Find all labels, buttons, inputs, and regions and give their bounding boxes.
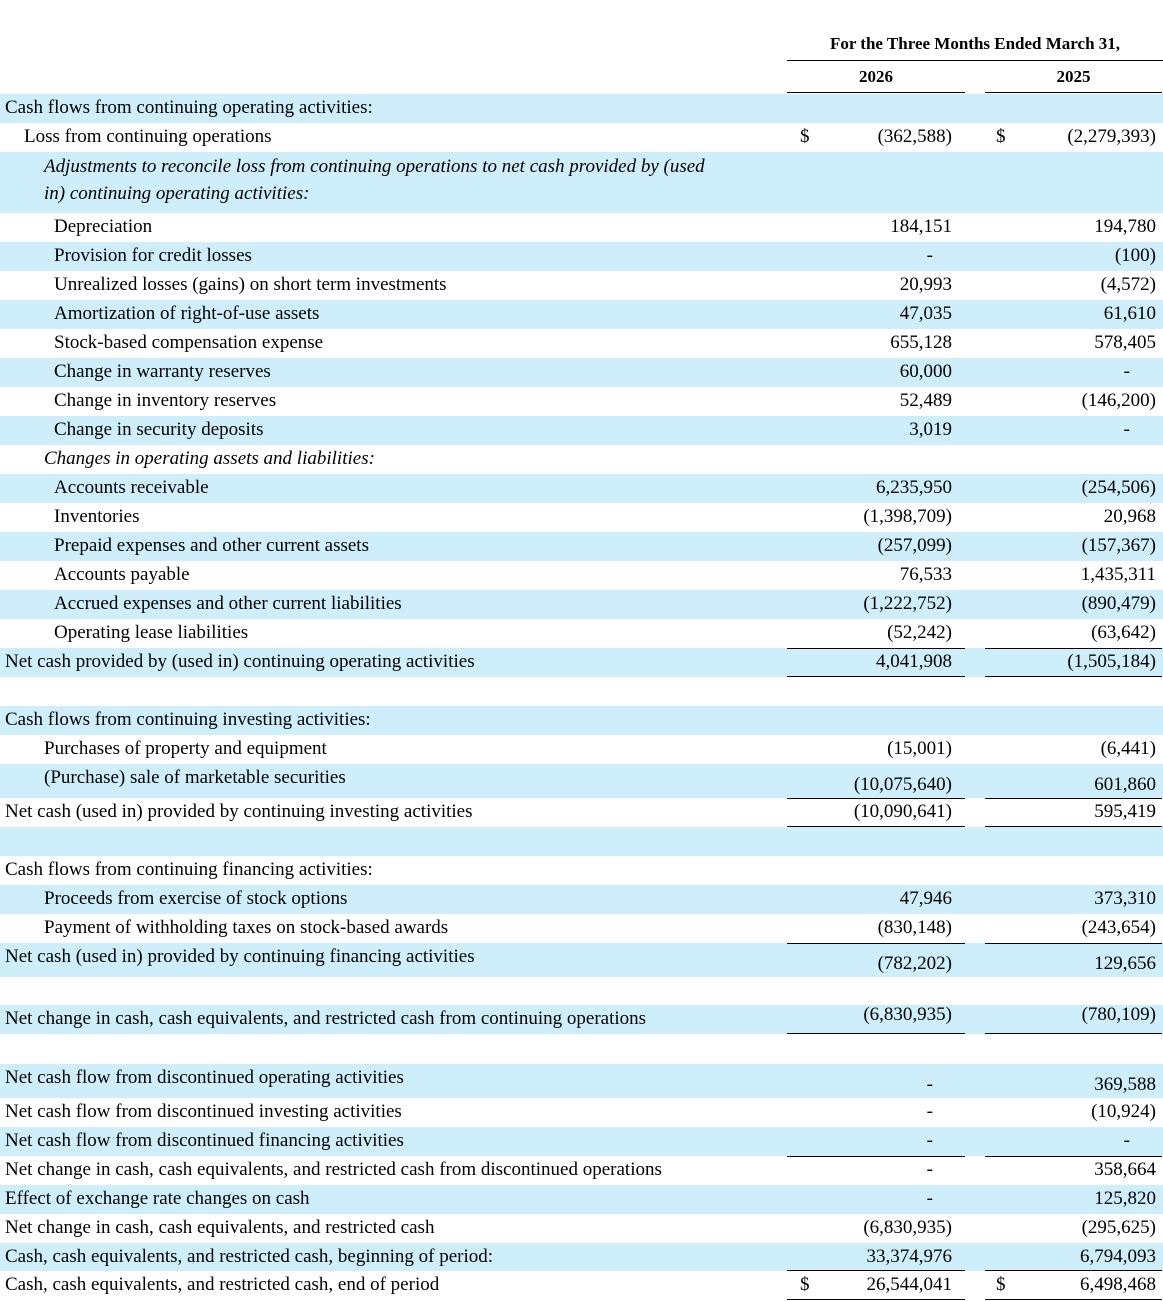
period-header: For the Three Months Ended March 31, (829, 34, 1121, 53)
row-label: Net cash provided by (used in) continuing operating activities (5, 651, 475, 672)
table-row (0, 827, 1163, 856)
table-row (0, 977, 1163, 1005)
table-row (0, 532, 1163, 561)
table-row (0, 503, 1163, 532)
value-2025: 358,664 (1094, 1159, 1156, 1180)
value-2026: 76,533 (899, 564, 952, 585)
row-label: Change in inventory reserves (54, 390, 277, 411)
table-row (0, 619, 1163, 648)
row-label: Cash flows from continuing financing activities: (5, 859, 373, 880)
row-label: Net change in cash, cash equivalents, and restricted cash from discontinued operations (5, 1159, 662, 1180)
table-row (0, 474, 1163, 503)
column-header-rule-2025 (985, 92, 1162, 93)
value-2026: - (926, 1159, 933, 1180)
row-label: Payment of withholding taxes on stock-based awards (44, 917, 449, 938)
table-row (0, 735, 1163, 764)
row-label: Cash flows from continuing operating activities: (5, 97, 373, 118)
subtotal-rule-2025 (985, 1156, 1162, 1157)
row-label: Net cash flow from discontinued investing activities (5, 1101, 402, 1122)
table-row (0, 561, 1163, 590)
row-label: Adjustments to reconcile loss from continuing operations to net cash provided by (used in) continuing operating activities: (44, 156, 705, 204)
value-2025: 595,419 (1094, 801, 1156, 822)
row-label: Depreciation (54, 216, 153, 237)
row-label: Accounts receivable (54, 477, 209, 498)
value-2025: (1,505,184) (1067, 651, 1156, 672)
row-label: Cash, cash equivalents, and restricted cash, beginning of period: (5, 1246, 494, 1267)
table-row (0, 1127, 1163, 1156)
value-2025: 1,435,311 (1080, 564, 1156, 585)
value-2026: 47,035 (899, 303, 952, 324)
row-label: Net change in cash, cash equivalents, and restricted cash from continuing operations (5, 1008, 647, 1029)
value-2026: - (926, 1101, 933, 1122)
value-2025: 194,780 (1094, 216, 1156, 237)
value-2026: (362,588) (877, 126, 952, 147)
row-label: Operating lease liabilities (54, 622, 249, 643)
table-row (0, 387, 1163, 416)
row-label: Accrued expenses and other current liabilities (54, 593, 402, 614)
table-row (0, 94, 1163, 123)
row-label: Stock-based compensation expense (54, 332, 324, 353)
value-2026: - (926, 1074, 933, 1095)
value-2025: 6,498,468 (1080, 1274, 1156, 1295)
table-row (0, 590, 1163, 619)
value-2026: (782,202) (877, 953, 952, 974)
row-label: Changes in operating assets and liabilities: (44, 448, 375, 469)
row-label: Net cash flow from discontinued operating activities (5, 1067, 404, 1088)
table-row (0, 242, 1163, 271)
table-row (0, 1185, 1163, 1214)
value-2026: 60,000 (899, 361, 952, 382)
value-2025: (780,109) (1081, 1004, 1156, 1025)
currency-symbol-2025: $ (996, 126, 1006, 147)
table-row (0, 1034, 1163, 1064)
row-label: Change in security deposits (54, 419, 264, 440)
column-header-2025: 2025 (1056, 67, 1091, 86)
value-2025: 6,794,093 (1080, 1246, 1156, 1267)
value-2025: (4,572) (1100, 274, 1156, 295)
table-row (0, 885, 1163, 914)
value-2026: (6,830,935) (863, 1004, 952, 1025)
value-2026: - (926, 1130, 933, 1151)
value-2025: (157,367) (1081, 535, 1156, 556)
row-label: Unrealized losses (gains) on short term investments (54, 274, 447, 295)
table-row (0, 1214, 1163, 1243)
value-2025: - (1123, 361, 1130, 382)
value-2026: (6,830,935) (863, 1217, 952, 1238)
table-row (0, 1243, 1163, 1271)
value-2025: (63,642) (1091, 622, 1156, 643)
row-label: Prepaid expenses and other current assets (54, 535, 369, 556)
value-2026: (52,242) (887, 622, 952, 643)
value-2025: (6,441) (1100, 738, 1156, 759)
value-2026: - (926, 1188, 933, 1209)
table-row (0, 677, 1163, 706)
row-label: Cash, cash equivalents, and restricted cash, end of period (5, 1274, 440, 1295)
value-2025: (2,279,393) (1067, 126, 1156, 147)
value-2025: 369,588 (1094, 1074, 1156, 1095)
row-label: Change in warranty reserves (54, 361, 271, 382)
table-row (0, 329, 1163, 358)
subtotal-rule-2025 (985, 798, 1162, 799)
table-row (0, 1064, 1163, 1098)
table-row (0, 271, 1163, 300)
table-row (0, 416, 1163, 445)
value-2025: (100) (1114, 245, 1156, 266)
subtotal-rule-2026 (787, 798, 965, 799)
row-label: Proceeds from exercise of stock options (44, 888, 348, 909)
period-header-rule (787, 60, 1163, 61)
table-row (0, 358, 1163, 387)
row-label: Amortization of right-of-use assets (54, 303, 320, 324)
table-row (0, 856, 1163, 885)
value-2026: 4,041,908 (876, 651, 952, 672)
value-2025: (295,625) (1081, 1217, 1156, 1238)
value-2025: 20,968 (1103, 506, 1156, 527)
value-2026: 655,128 (890, 332, 952, 353)
row-label: Purchases of property and equipment (44, 738, 327, 759)
currency-symbol-2026: $ (800, 1274, 810, 1295)
value-2026: (10,090,641) (853, 801, 952, 822)
subtotal-rule-2026 (787, 943, 965, 944)
value-2025: (10,924) (1091, 1101, 1156, 1122)
value-2025: 61,610 (1103, 303, 1156, 324)
value-2025: (146,200) (1081, 390, 1156, 411)
subtotal-rule-2025 (985, 1299, 1162, 1300)
value-2026: 3,019 (909, 419, 952, 440)
value-2025: (254,506) (1081, 477, 1156, 498)
table-row (0, 1005, 1163, 1034)
table-row (0, 123, 1163, 152)
subtotal-rule-2025 (985, 648, 1162, 649)
column-header-2026: 2026 (859, 67, 893, 86)
table-row (0, 706, 1163, 735)
row-label: Net cash (used in) provided by continuing investing activities (5, 801, 473, 822)
value-2026: (15,001) (887, 738, 952, 759)
subtotal-rule-2026 (787, 1156, 965, 1157)
table-row (0, 943, 1163, 977)
value-2025: (243,654) (1081, 917, 1156, 938)
table-row (0, 213, 1163, 242)
table-row (0, 1098, 1163, 1127)
value-2025: (890,479) (1081, 593, 1156, 614)
table-row (0, 648, 1163, 677)
value-2025: 129,656 (1094, 953, 1156, 974)
row-label: Provision for credit losses (54, 245, 252, 266)
row-label: Net change in cash, cash equivalents, and restricted cash (5, 1217, 435, 1238)
value-2026: 52,489 (899, 390, 952, 411)
table-row (0, 1156, 1163, 1185)
table-row (0, 798, 1163, 827)
currency-symbol-2025: $ (996, 1274, 1006, 1295)
subtotal-rule-2026 (787, 648, 965, 649)
value-2026: (257,099) (877, 535, 952, 556)
value-2026: - (926, 245, 933, 266)
table-row (0, 300, 1163, 329)
row-label: Cash flows from continuing investing activities: (5, 709, 371, 730)
value-2026: 26,544,041 (866, 1274, 952, 1295)
value-2026: (1,398,709) (863, 506, 952, 527)
value-2026: 20,993 (899, 274, 952, 295)
table-row (0, 1271, 1163, 1300)
value-2026: (10,075,640) (853, 774, 952, 795)
value-2026: 47,946 (899, 888, 952, 909)
value-2026: 184,151 (890, 216, 952, 237)
table-row (0, 914, 1163, 943)
row-label: Net cash (used in) provided by continuing financing activities (5, 946, 475, 967)
table-row (0, 445, 1163, 474)
value-2026: 33,374,976 (866, 1246, 952, 1267)
value-2025: 578,405 (1094, 332, 1156, 353)
table-row (0, 764, 1163, 798)
value-2026: (1,222,752) (863, 593, 952, 614)
value-2026: 6,235,950 (876, 477, 952, 498)
row-label: Loss from continuing operations (24, 126, 272, 147)
row-label: Inventories (54, 506, 140, 527)
row-label: Net cash flow from discontinued financing activities (5, 1130, 404, 1151)
row-label: (Purchase) sale of marketable securities (44, 767, 346, 788)
value-2025: 125,820 (1094, 1188, 1156, 1209)
value-2025: 373,310 (1094, 888, 1156, 909)
subtotal-rule-2026 (787, 1299, 965, 1300)
value-2025: 601,860 (1094, 774, 1156, 795)
subtotal-rule-2025 (985, 943, 1162, 944)
column-header-rule-2026 (787, 92, 965, 93)
currency-symbol-2026: $ (800, 126, 810, 147)
value-2025: - (1123, 1130, 1130, 1151)
row-label: Effect of exchange rate changes on cash (5, 1188, 310, 1209)
row-label: Accounts payable (54, 564, 190, 585)
value-2025: - (1123, 419, 1130, 440)
value-2026: (830,148) (877, 917, 952, 938)
table-row (0, 152, 1163, 213)
